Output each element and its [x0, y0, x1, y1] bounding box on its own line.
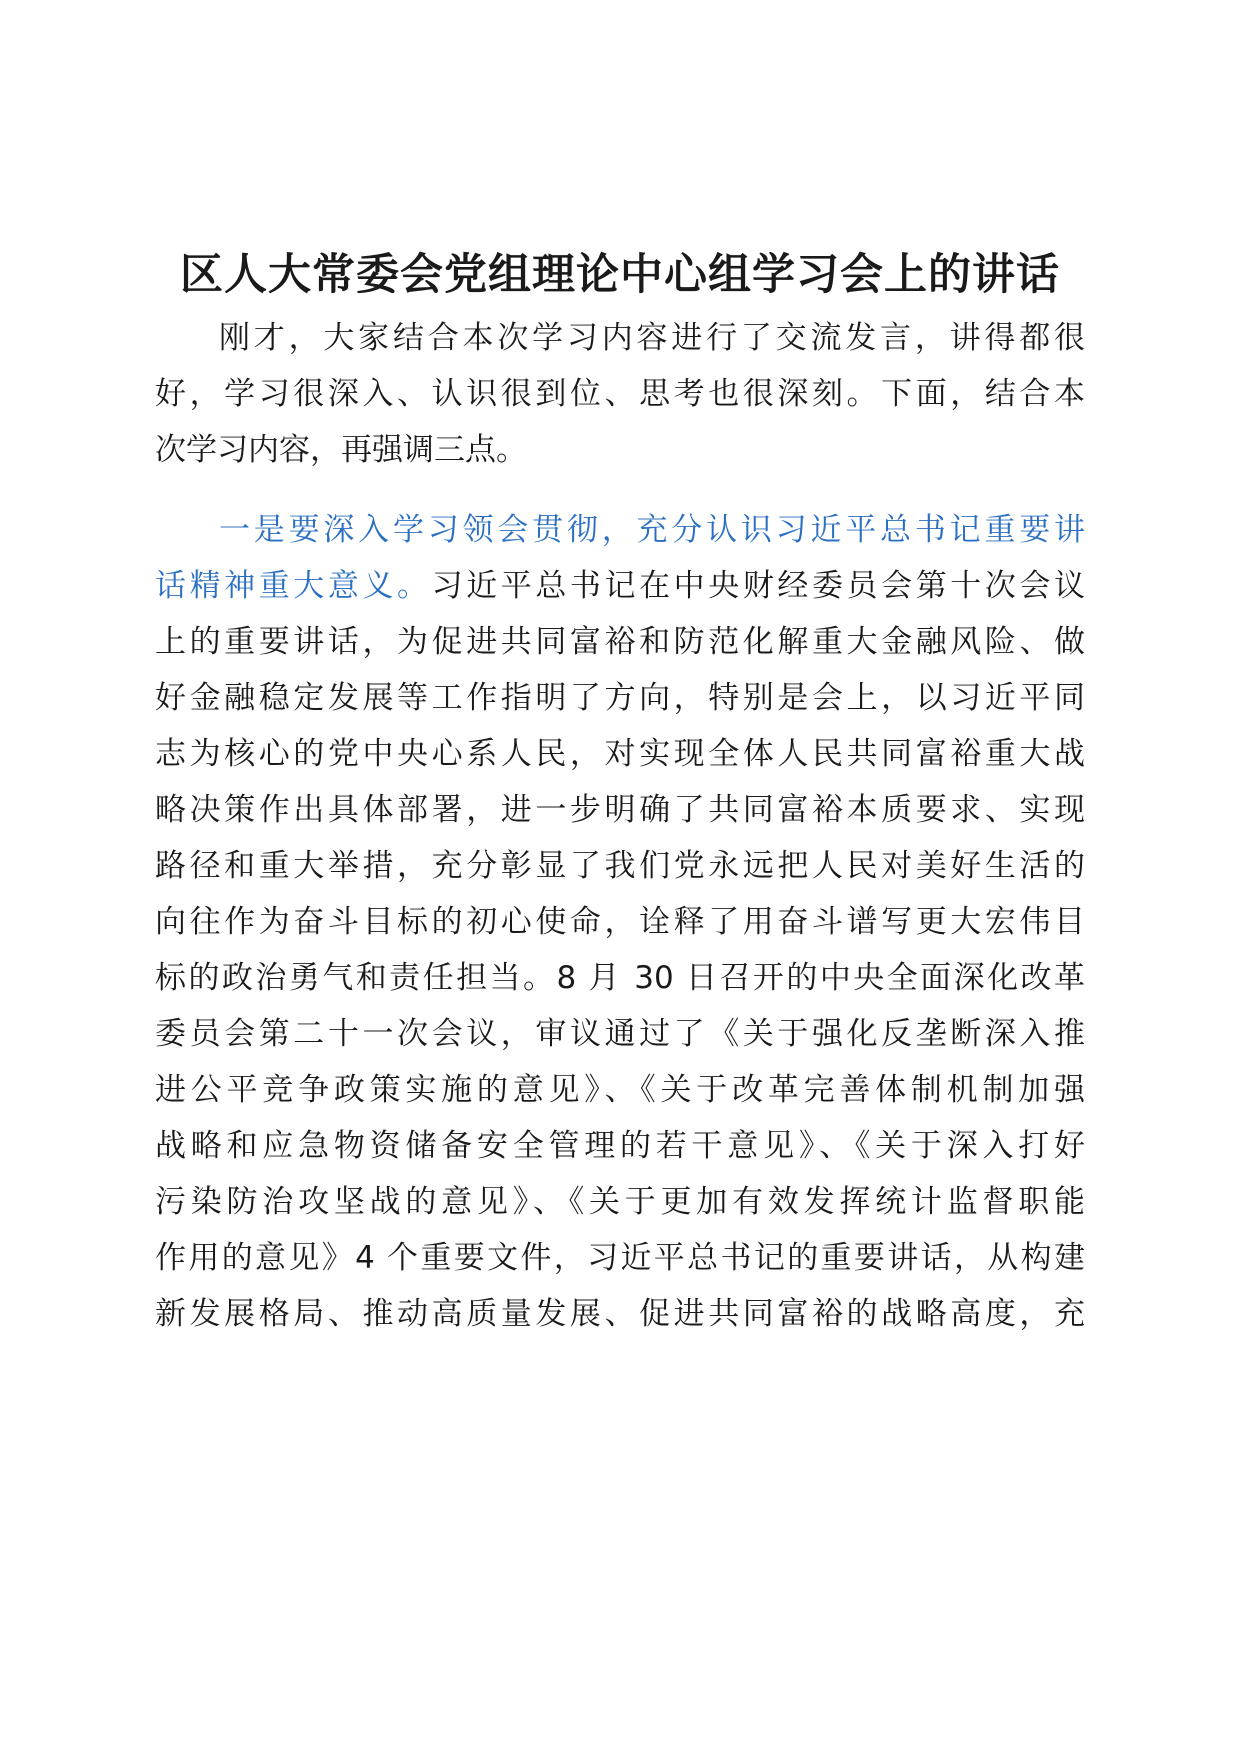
paragraph-2-line-2-rest: 习近平总书记在中央财经委员会第十次会议: [431, 568, 1086, 604]
paragraph-2-line-2: [155, 564, 1085, 608]
paragraph-2-line: 好金融稳定发展等工作指明了方向，特别是会上，以习近平同: [155, 680, 1085, 716]
paragraph-2-line: 志为核心的党中央心系人民，对实现全体人民共同富裕重大战: [155, 736, 1085, 772]
paragraph-2-line: 进公平竞争政策实施的意见》、《关于改革完善体制机制加强: [155, 1072, 1085, 1108]
paragraph-1-line-3: 次学习内容，再强调三点。: [155, 432, 527, 468]
paragraph-2-line: 上的重要讲话，为促进共同富裕和防范化解重大金融风险、做: [155, 624, 1085, 660]
paragraph-2-line: 战略和应急物资储备安全管理的若干意见》、《关于深入打好: [155, 1128, 1085, 1164]
paragraph-2-line: 委员会第二十一次会议，审议通过了《关于强化反垄断深入推: [155, 1016, 1085, 1052]
paragraph-2-line: 向往作为奋斗目标的初心使命，诠释了用奋斗谱写更大宏伟目: [155, 904, 1085, 940]
paragraph-2-line: 路径和重大举措，充分彰显了我们党永远把人民对美好生活的: [155, 848, 1085, 884]
document-title: 区人大常委会党组理论中心组学习会上的讲话: [180, 250, 1060, 300]
paragraph-2-line: 污染防治攻坚战的意见》、《关于更加有效发挥统计监督职能: [155, 1184, 1085, 1220]
paragraph-2-line: 新发展格局、推动高质量发展、促进共同富裕的战略高度，充: [155, 1296, 1085, 1332]
paragraph-1-line-2: 好，学习很深入、认识很到位、思考也很深刻。下面，结合本: [155, 376, 1085, 412]
paragraph-1-line-1: 刚才，大家结合本次学习内容进行了交流发言，讲得都很: [219, 320, 1085, 356]
paragraph-2-line: 作用的意见》4 个重要文件，习近平总书记的重要讲话，从构建: [155, 1240, 1085, 1276]
paragraph-2-heading-line-2: 话精神重大意义。: [155, 568, 432, 604]
paragraph-2-line: 略决策作出具体部署，进一步明确了共同富裕本质要求、实现: [155, 792, 1085, 828]
paragraph-2-heading-line-1: 一是要深入学习领会贯彻，充分认识习近平总书记重要讲: [219, 512, 1085, 548]
paragraph-2-line: 标的政治勇气和责任担当。8 月 30 日召开的中央全面深化改革: [155, 960, 1085, 996]
